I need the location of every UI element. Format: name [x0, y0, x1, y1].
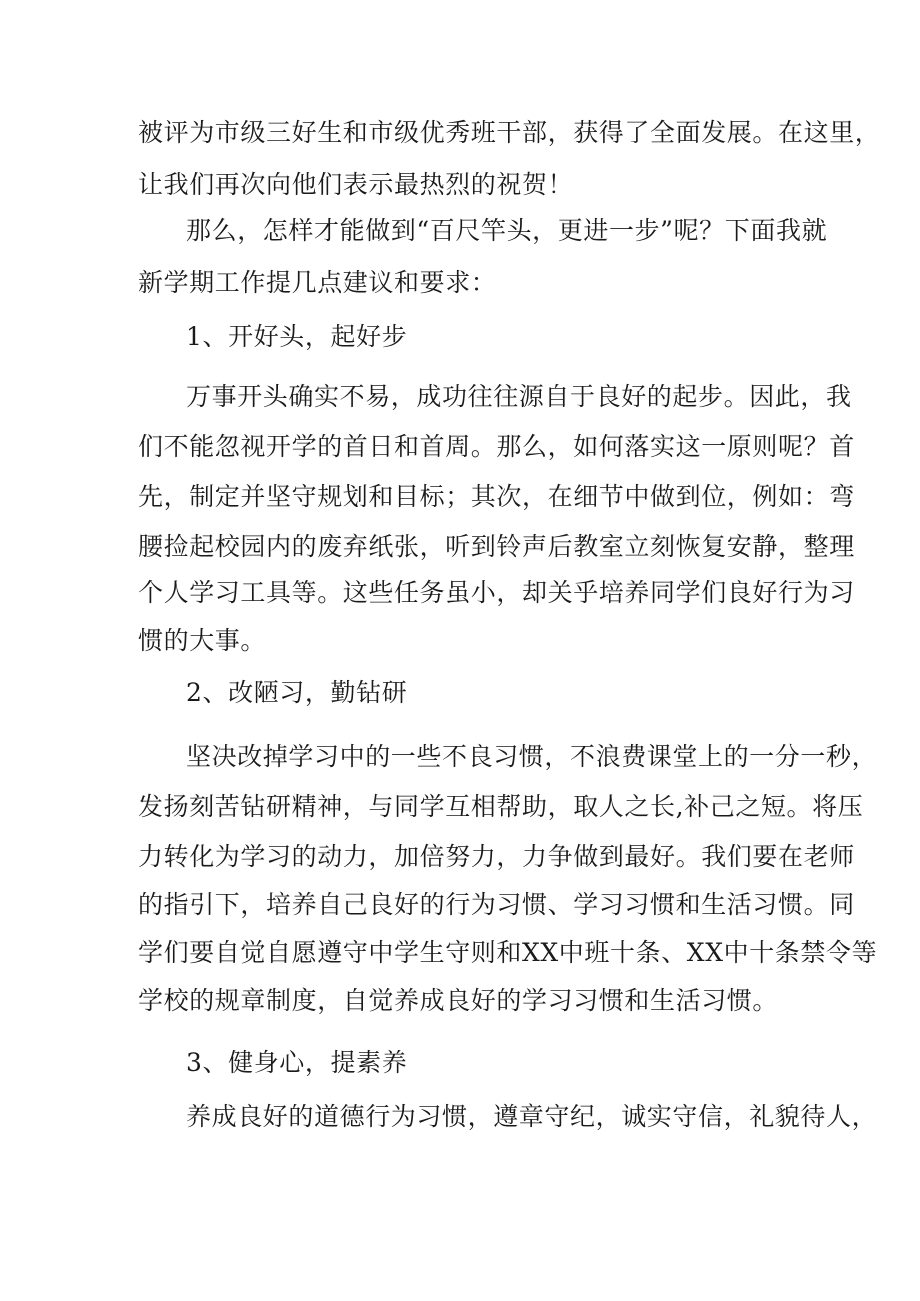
paragraph-line: 的指引下，培养自己良好的行为习惯、学习习惯和生活习惯。同: [138, 890, 855, 919]
paragraph-line: 那么，怎样才能做到“百尺竿头，更进一步”呢？下面我就: [186, 216, 828, 245]
paragraph-line: 先，制定并坚守规划和目标；其次，在细节中做到位，例如：弯: [138, 482, 855, 511]
paragraph-line: 力转化为学习的动力，加倍努力，力争做到最好。我们要在老师: [138, 842, 855, 871]
paragraph-line: 学们要自觉自愿遵守中学生守则和XX中班十条、XX中十条禁令等: [138, 938, 878, 967]
paragraph-line: 让我们再次向他们表示最热烈的祝贺！: [138, 170, 574, 199]
paragraph-line: 新学期工作提几点建议和要求：: [138, 268, 497, 297]
paragraph-line: 养成良好的道德行为习惯，遵章守纪，诚实守信，礼貌待人，: [186, 1102, 878, 1131]
paragraph-line: 被评为市级三好生和市级优秀班干部，获得了全面发展。在这里，: [138, 118, 881, 147]
section-heading-1: 1、开好头，起好步: [186, 322, 408, 351]
paragraph-line: 惯的大事。: [138, 626, 267, 655]
paragraph-line: 坚决改掉学习中的一些不良习惯，不浪费课堂上的一分一秒，: [186, 742, 878, 771]
paragraph-line: 学校的规章制度，自觉养成良好的学习习惯和生活习惯。: [138, 986, 779, 1015]
section-heading-3: 3、健身心，提素养: [186, 1048, 408, 1077]
paragraph-line: 个人学习工具等。这些任务虽小，却关乎培养同学们良好行为习: [138, 578, 855, 607]
paragraph-line: 腰捡起校园内的废弃纸张，听到铃声后教室立刻恢复安静，整理: [138, 532, 855, 561]
paragraph-line: 万事开头确实不易，成功往往源自于良好的起步。因此，我: [186, 382, 852, 411]
paragraph-line: 发扬刻苦钻研精神，与同学互相帮助，取人之长,补己之短。将压: [138, 792, 864, 821]
section-heading-2: 2、改陋习，勤钻研: [186, 678, 408, 707]
paragraph-line: 们不能忽视开学的首日和首周。那么，如何落实这一原则呢？首: [138, 432, 855, 461]
